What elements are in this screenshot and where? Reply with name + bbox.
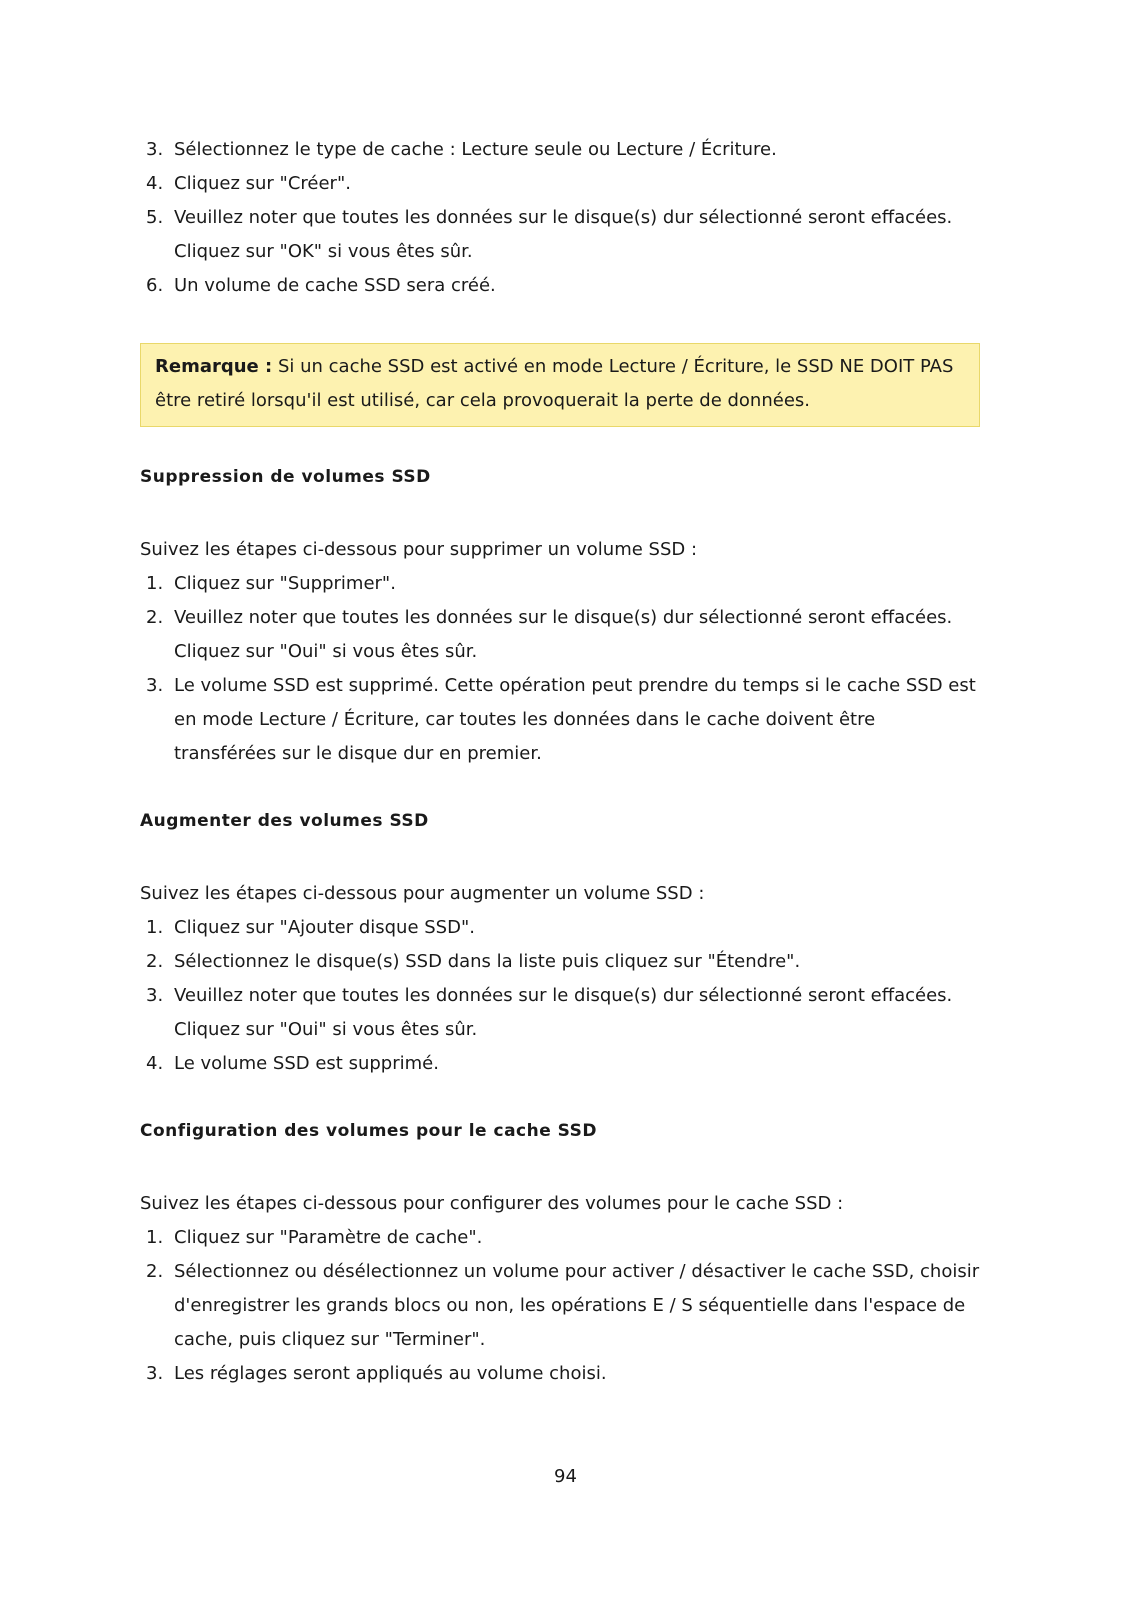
section-intro: Suivez les étapes ci-dessous pour configurer des volumes pour le cache SSD : [140,1193,844,1214]
step-number: 3. [146,985,164,1006]
step-text: Veuillez noter que toutes les données sur le disque(s) dur sélectionné seront effacées. Cliquez sur "Oui" si vous êtes sûr. [174,607,953,662]
list-item [140,269,980,303]
step-text: Le volume SSD est supprimé. Cette opération peut prendre du temps si le cache SSD est en mode Lecture / Écriture, car toutes les données dans le cache doivent être transférées sur le disque dur en premier. [174,675,976,764]
list-item [140,167,980,201]
step-number: 4. [146,173,164,194]
section-title-configuration: Configuration des volumes pour le cache SSD [140,1121,598,1141]
augmenter-steps-list [140,911,980,1081]
list-item [140,979,980,1047]
step-text: Cliquez sur "Paramètre de cache". [174,1227,483,1248]
step-text: Cliquez sur "Créer". [174,173,351,194]
page-content [140,133,980,1391]
step-number: 3. [146,139,164,160]
section-title-suppression: Suppression de volumes SSD [140,467,431,487]
section-intro: Suivez les étapes ci-dessous pour augmenter un volume SSD : [140,883,705,904]
step-text: Un volume de cache SSD sera créé. [174,275,496,296]
list-item [140,601,980,669]
section-title-augmenter: Augmenter des volumes SSD [140,811,429,831]
note-label: Remarque : [155,356,273,377]
note-box [140,343,980,427]
step-text: Les réglages seront appliqués au volume choisi. [174,1363,607,1384]
note-text: Si un cache SSD est activé en mode Lecture / Écriture, le SSD NE DOIT PAS être retiré lorsqu'il est utilisé, car cela provoquerait la perte de données. [155,356,954,411]
step-text: Sélectionnez le disque(s) SSD dans la liste puis cliquez sur "Étendre". [174,951,801,972]
section-intro: Suivez les étapes ci-dessous pour supprimer un volume SSD : [140,539,698,560]
step-number: 1. [146,917,164,938]
step-text: Sélectionnez ou désélectionnez un volume pour activer / désactiver le cache SSD, choisir d'enregistrer les grands blocs ou non, les opérations E / S séquentielle dans l'espace de cache, puis cliquez sur "Terminer". [174,1261,980,1350]
step-text: Cliquez sur "Ajouter disque SSD". [174,917,475,938]
step-number: 5. [146,207,164,228]
step-number: 1. [146,1227,164,1248]
list-item [140,133,980,167]
step-number: 4. [146,1053,164,1074]
list-item [140,669,980,771]
page-number: 94 [554,1466,577,1487]
step-number: 1. [146,573,164,594]
step-number: 6. [146,275,164,296]
list-item [140,1047,980,1081]
step-number: 2. [146,1261,164,1282]
step-text: Cliquez sur "Supprimer". [174,573,396,594]
configuration-steps-list [140,1221,980,1391]
step-number: 2. [146,951,164,972]
step-text: Veuillez noter que toutes les données sur le disque(s) dur sélectionné seront effacées. Cliquez sur "OK" si vous êtes sûr. [174,207,953,262]
list-item [140,911,980,945]
step-text: Le volume SSD est supprimé. [174,1053,439,1074]
step-text: Veuillez noter que toutes les données sur le disque(s) dur sélectionné seront effacées. Cliquez sur "Oui" si vous êtes sûr. [174,985,953,1040]
list-item [140,1221,980,1255]
step-number: 2. [146,607,164,628]
list-item [140,1255,980,1357]
step-number: 3. [146,1363,164,1384]
step-number: 3. [146,675,164,696]
list-item [140,567,980,601]
list-item [140,201,980,269]
top-steps-list [140,133,980,303]
list-item [140,945,980,979]
suppression-steps-list [140,567,980,771]
list-item [140,1357,980,1391]
step-text: Sélectionnez le type de cache : Lecture seule ou Lecture / Écriture. [174,139,777,160]
